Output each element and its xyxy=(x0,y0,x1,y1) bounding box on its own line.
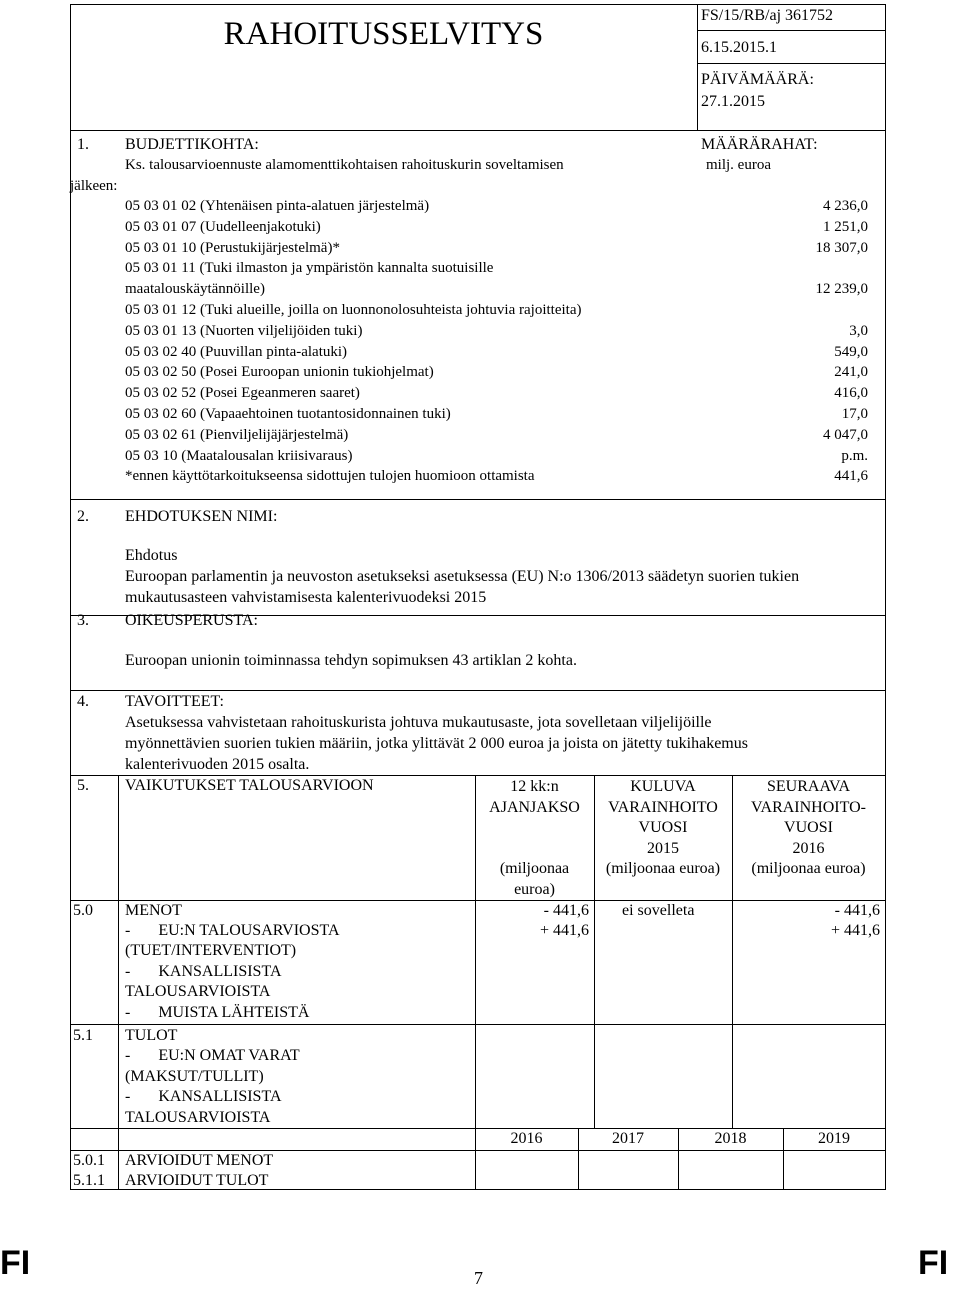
appropriations-label: MÄÄRÄRAHAT: xyxy=(701,136,818,153)
section3-number: 3. xyxy=(77,612,89,629)
expenditure-period-value1: - 441,6 xyxy=(543,902,589,919)
section1-intro-line2: jälkeen: xyxy=(70,178,118,194)
column-header-line: VARAINHOITO- xyxy=(751,798,866,816)
column-header-col1 xyxy=(475,777,594,900)
document-title: RAHOITUSSELVITYS xyxy=(223,16,544,52)
impact-row-label: - EU:N OMAT VARAT xyxy=(125,1047,300,1064)
impact-row-label: - EU:N TALOUSARVIOSTA xyxy=(125,922,340,939)
budget-item-label: 05 03 02 52 (Posei Egeanmeren saaret) xyxy=(125,385,360,402)
column-header-line: 2016 xyxy=(792,839,825,857)
date-label: PÄIVÄMÄÄRÄ: xyxy=(701,71,814,88)
legal-basis-text: Euroopan unionin toiminnassa tehdyn sopimuksen 43 artiklan 2 kohta. xyxy=(125,652,577,669)
budget-item-label: 05 03 10 (Maatalousalan kriisivaraus) xyxy=(125,447,353,464)
estimated-revenue-number: 5.1.1 xyxy=(73,1172,105,1189)
column-header-line: VUOSI xyxy=(638,819,688,836)
page-number: 7 xyxy=(474,1268,483,1288)
unit-label: milj. euroa xyxy=(706,157,771,173)
budget-item-label: 05 03 01 10 (Perustukijärjestelmä)* xyxy=(125,239,340,256)
column-header-line: (miljoonaa xyxy=(499,860,570,877)
column-header-line xyxy=(475,839,594,860)
budget-item-value: 4 236,0 xyxy=(823,198,868,214)
section4-number: 4. xyxy=(77,693,89,710)
impact-row-label: - KANSALLISISTA xyxy=(125,963,282,980)
column-header-col3 xyxy=(732,777,885,880)
column-header-line: 2015 xyxy=(647,839,679,857)
column-header-line: SEURAAVA xyxy=(767,778,850,795)
budget-item-label: 05 03 01 13 (Nuorten viljelijöiden tuki) xyxy=(125,322,363,339)
budget-item-label: 05 03 01 02 (Yhtenäisen pinta-alatuen järjestelmä) xyxy=(125,198,430,214)
year-2017: 2017 xyxy=(612,1130,644,1147)
section1-number: 1. xyxy=(77,136,89,153)
impact-row-number: 5.1 xyxy=(73,1027,93,1044)
impact-row-label: (MAKSUT/TULLIT) xyxy=(125,1068,264,1085)
section1-title: BUDJETTIKOHTA: xyxy=(125,136,259,153)
impact-row-label: TALOUSARVIOISTA xyxy=(125,1109,271,1126)
next-year-value2: + 441,6 xyxy=(830,922,880,939)
impact-row-label: - KANSALLISISTA xyxy=(125,1088,282,1105)
budget-item-label: maatalouskäytännöille) xyxy=(125,281,265,298)
year-2019: 2019 xyxy=(818,1130,850,1147)
objectives-line2: myönnettävien suorien tukien määriin, jotka ylittävät 2 000 euroa ja joista on jätetty tukihakemus xyxy=(125,735,748,752)
section3-title: OIKEUSPERUSTA: xyxy=(125,612,258,629)
expenditure-period-value2: + 441,6 xyxy=(539,922,589,939)
column-header-line: VUOSI xyxy=(784,819,833,836)
year-2016: 2016 xyxy=(510,1130,543,1147)
version-number: 6.15.2015.1 xyxy=(701,39,777,56)
impact-row-label: TALOUSARVIOISTA xyxy=(125,983,271,1000)
budget-item-value: 416,0 xyxy=(834,385,868,402)
budget-item-label: 05 03 01 11 (Tuki ilmaston ja ympäristön kannalta suotuisille xyxy=(125,260,494,277)
budget-item-label: 05 03 01 12 (Tuki alueille, joilla on luonnonolosuhteista johtuvia rajoitteita) xyxy=(125,302,582,318)
section2-number: 2. xyxy=(77,508,89,525)
footer-language-right: FI xyxy=(918,1244,949,1282)
budget-item-label: 05 03 02 40 (Puuvillan pinta-alatuki) xyxy=(125,343,348,360)
section5-number: 5. xyxy=(77,777,89,794)
budget-item-value: 17,0 xyxy=(841,406,868,422)
column-header-line: euroa) xyxy=(514,880,555,898)
section4-title: TAVOITTEET: xyxy=(125,693,224,710)
budget-item-value: 18 307,0 xyxy=(815,239,868,256)
next-year-value1: - 441,6 xyxy=(834,902,880,919)
estimated-revenue-label: ARVIOIDUT TULOT xyxy=(125,1172,269,1189)
column-header-line: KULUVA xyxy=(630,778,696,795)
column-header-line: VARAINHOITO xyxy=(608,798,718,816)
estimated-expenditure-label: ARVIOIDUT MENOT xyxy=(125,1152,274,1169)
budget-item-label: 05 03 01 07 (Uudelleenjakotuki) xyxy=(125,218,321,235)
section5-title: VAIKUTUKSET TALOUSARVIOON xyxy=(125,777,374,794)
proposal-title-line1: Euroopan parlamentin ja neuvoston asetukseksi asetuksessa (EU) N:o 1306/2013 säädetyn suorien tukien xyxy=(125,568,800,585)
column-header-line: 12 kk:n xyxy=(510,778,559,795)
impact-row-label: TULOT xyxy=(125,1027,178,1044)
proposal-label: Ehdotus xyxy=(125,547,178,564)
budget-item-value: 12 239,0 xyxy=(815,281,868,298)
current-year-not-applicable: ei sovelleta xyxy=(622,902,695,919)
proposal-title-line2: mukautusasteen vahvistamisesta kalenterivuodeksi 2015 xyxy=(125,589,487,606)
column-header-line: (miljoonaa euroa) xyxy=(605,860,721,877)
impact-row-label: - MUISTA LÄHTEISTÄ xyxy=(125,1004,310,1021)
footer-language-left: FI xyxy=(0,1244,31,1282)
objectives-line1: Asetuksessa vahvistetaan rahoituskurista johtuva mukautusaste, jota sovelletaan viljelijöille xyxy=(125,714,712,731)
budget-item-label: 05 03 02 50 (Posei Euroopan unionin tukiohjelmat) xyxy=(125,364,434,381)
impact-row-label: (TUET/INTERVENTIOT) xyxy=(125,942,297,959)
column-header-col2 xyxy=(594,777,732,880)
section1-intro-line1: Ks. talousarvioennuste alamomenttikohtaisen rahoituskurin soveltamisen xyxy=(125,157,564,173)
budget-item-value: 549,0 xyxy=(834,343,868,360)
year-2018: 2018 xyxy=(714,1130,747,1147)
column-header-line xyxy=(475,818,594,839)
estimated-expenditure-number: 5.0.1 xyxy=(73,1152,105,1169)
impact-row-label: MENOT xyxy=(125,902,182,919)
budget-item-label: *ennen käyttötarkoitukseensa sidottujen tulojen huomioon ottamista xyxy=(125,468,535,485)
section2-title: EHDOTUKSEN NIMI: xyxy=(125,508,278,525)
date-value: 27.1.2015 xyxy=(701,93,765,110)
budget-item-value: 441,6 xyxy=(834,468,868,485)
budget-item-value: 3,0 xyxy=(849,322,868,339)
budget-item-label: 05 03 02 60 (Vapaaehtoinen tuotantosidonnainen tuki) xyxy=(125,406,451,422)
budget-item-value: 241,0 xyxy=(834,364,868,381)
column-header-line: (miljoonaa euroa) xyxy=(751,860,866,877)
reference-number: FS/15/RB/aj 361752 xyxy=(701,7,834,24)
budget-item-value: 4 047,0 xyxy=(823,426,868,443)
budget-item-value: p.m. xyxy=(841,447,868,464)
impact-row-number: 5.0 xyxy=(73,902,93,919)
budget-item-value: 1 251,0 xyxy=(823,218,868,235)
column-header-line: AJANJAKSO xyxy=(489,798,580,816)
budget-item-label: 05 03 02 61 (Pienviljelijäjärjestelmä) xyxy=(125,426,349,443)
objectives-line3: kalenterivuoden 2015 osalta. xyxy=(125,756,310,773)
